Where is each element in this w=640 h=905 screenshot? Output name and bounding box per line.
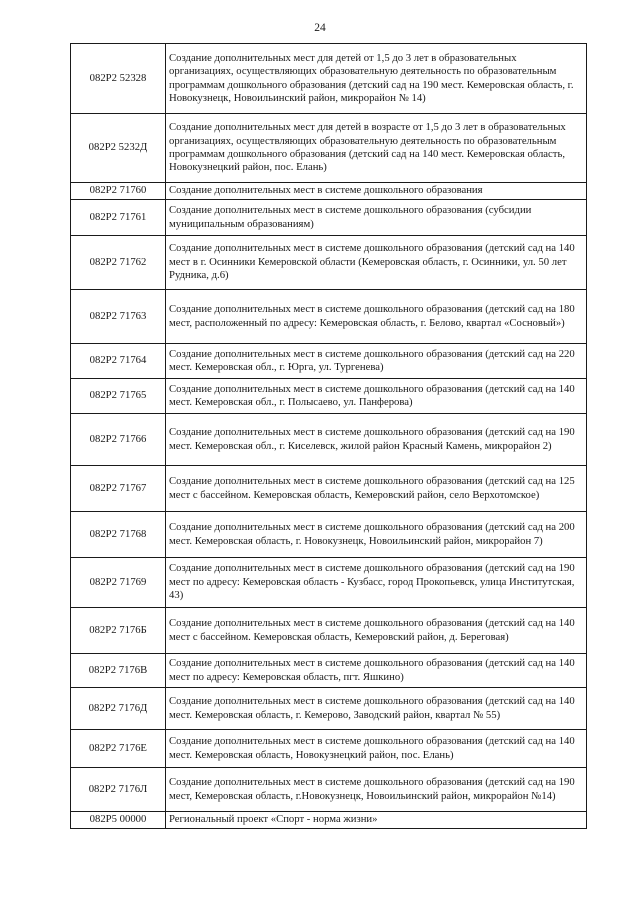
row-description: Создание дополнительных мест для детей от 1,5 до 3 лет в образовательных организациях, осуществляющих образовательную деятельность по образовательным программам дошкольного образования (детский сад на 190 мест. Кемеровская область, г. Новокузнецк, Новоильинский район, микрорайон № 14): [166, 44, 587, 114]
row-code: 082P5 00000: [71, 812, 166, 829]
table-row: [71, 654, 587, 688]
table-row: [71, 344, 587, 379]
budget-classification-table: [70, 43, 587, 829]
row-code: 082P2 71766: [71, 414, 166, 466]
table-row: [71, 688, 587, 730]
table-row: [71, 730, 587, 768]
row-code: 082P2 71768: [71, 512, 166, 558]
table-row: [71, 379, 587, 414]
table-row: [71, 466, 587, 512]
row-code: 082P2 7176Е: [71, 730, 166, 768]
row-description: Создание дополнительных мест в системе дошкольного образования (субсидии муниципальным образованиям): [166, 200, 587, 236]
table-row: [71, 812, 587, 829]
table-row: [71, 183, 587, 200]
table-row: [71, 558, 587, 608]
row-code: 082P2 7176В: [71, 654, 166, 688]
row-code: 082P2 71763: [71, 290, 166, 344]
row-description: Создание дополнительных мест в системе дошкольного образования (детский сад на 190 мест. Кемеровская обл., г. Киселевск, жилой район Красный Камень, микрорайон 2): [166, 414, 587, 466]
row-code: 082P2 71760: [71, 183, 166, 200]
table-row: [71, 414, 587, 466]
row-description: Создание дополнительных мест для детей в возрасте от 1,5 до 3 лет в образовательных организациях, осуществляющих образовательную деятельность по образовательным программам дошкольного образования (детский сад на 140 мест. Кемеровская область, Новокузнецкий район, пос. Елань): [166, 114, 587, 183]
row-code: 082P2 5232Д: [71, 114, 166, 183]
row-description: Создание дополнительных мест в системе дошкольного образования (детский сад на 125 мест с бассейном. Кемеровская область, Кемеровский район, село Верхотомское): [166, 466, 587, 512]
row-code: 082P2 7176Б: [71, 608, 166, 654]
row-description: Создание дополнительных мест в системе дошкольного образования (детский сад на 140 мест с бассейном. Кемеровская область, Кемеровский район, д. Береговая): [166, 608, 587, 654]
table-row: [71, 114, 587, 183]
table-row: [71, 608, 587, 654]
table-row: [71, 44, 587, 114]
row-code: 082P2 7176Л: [71, 768, 166, 812]
row-description: Создание дополнительных мест в системе дошкольного образования (детский сад на 220 мест. Кемеровская обл., г. Юрга, ул. Тургенева): [166, 344, 587, 379]
table-row: [71, 200, 587, 236]
row-code: 082P2 71764: [71, 344, 166, 379]
page-number: 24: [314, 22, 326, 34]
row-description: Создание дополнительных мест в системе дошкольного образования (детский сад на 190 мест, Кемеровская область, г.Новокузнецк, Новоильинский район, микрорайон №14): [166, 768, 587, 812]
row-description: Создание дополнительных мест в системе дошкольного образования (детский сад на 190 мест по адресу: Кемеровская область - Кузбасс, город Прокопьевск, улица Институтская, 43): [166, 558, 587, 608]
table-row: [71, 290, 587, 344]
table-row: [71, 512, 587, 558]
table-row: [71, 768, 587, 812]
row-code: 082P2 71762: [71, 236, 166, 290]
row-code: 082P2 71767: [71, 466, 166, 512]
row-description: Региональный проект «Спорт - норма жизни»: [166, 812, 587, 829]
row-description: Создание дополнительных мест в системе дошкольного образования (детский сад на 140 мест. Кемеровская область, г. Кемерово, Заводский район, квартал № 55): [166, 688, 587, 730]
row-description: Создание дополнительных мест в системе дошкольного образования: [166, 183, 587, 200]
row-code: 082P2 71765: [71, 379, 166, 414]
row-description: Создание дополнительных мест в системе дошкольного образования (детский сад на 200 мест. Кемеровская область, г. Новокузнецк, Новоильинский район, микрорайон 7): [166, 512, 587, 558]
row-code: 082P2 71769: [71, 558, 166, 608]
row-code: 082P2 7176Д: [71, 688, 166, 730]
row-description: Создание дополнительных мест в системе дошкольного образования (детский сад на 140 мест. Кемеровская обл., г. Полысаево, ул. Панферова): [166, 379, 587, 414]
table-row: [71, 236, 587, 290]
row-code: 082P2 52328: [71, 44, 166, 114]
row-code: 082P2 71761: [71, 200, 166, 236]
row-description: Создание дополнительных мест в системе дошкольного образования (детский сад на 140 мест по адресу: Кемеровская область, пгт. Яшкино): [166, 654, 587, 688]
row-description: Создание дополнительных мест в системе дошкольного образования (детский сад на 140 мест. Кемеровская область, Новокузнецкий район, пос. Елань): [166, 730, 587, 768]
row-description: Создание дополнительных мест в системе дошкольного образования (детский сад на 140 мест в г. Осинники Кемеровской области (Кемеровская область, г. Осинники, ул. 50 лет Рудника, д.6): [166, 236, 587, 290]
row-description: Создание дополнительных мест в системе дошкольного образования (детский сад на 180 мест, расположенный по адресу: Кемеровская область, г. Белово, квартал «Сосновый»): [166, 290, 587, 344]
